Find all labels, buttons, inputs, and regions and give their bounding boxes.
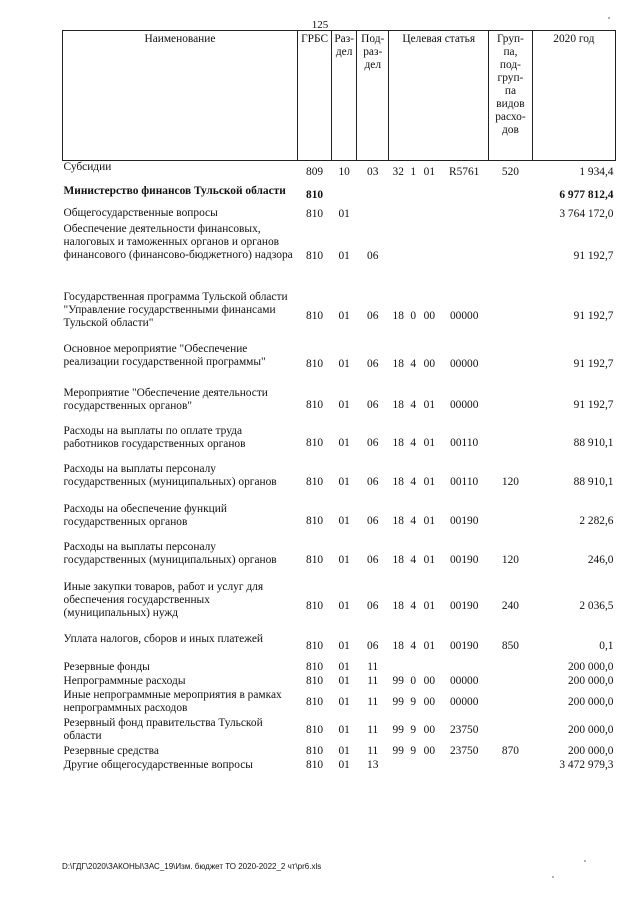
row-target-direction [440,223,489,291]
table-header-row [63,31,616,161]
row-target-subprogram [408,207,419,223]
table-row [63,689,616,717]
row-name: Обеспечение деятельности финансовых, налоговых и таможенных органов и органов финансового (финансово-бюджетного) надзора [63,222,293,261]
row-podrazdel: 13 [367,759,379,771]
row-name: Министерство финансов Тульской области [63,184,286,197]
row-expense-group: 120 [501,554,519,566]
row-name: Резервные средства [63,744,159,757]
row-expense-group: 870 [501,745,519,757]
row-expense-group [489,503,533,541]
row-target-event: 00 [423,358,436,370]
row-grbs: 810 [306,399,324,411]
row-target-program: 99 [392,745,404,757]
row-target-direction: 00190 [449,554,479,566]
row-podrazdel: 06 [367,437,379,449]
row-target-program: 18 [392,640,404,652]
row-grbs: 810 [306,745,324,757]
row-target-direction [440,207,489,223]
row-grbs: 810 [306,640,324,652]
row-name: Расходы на обеспечение функций государственных органов [63,502,227,528]
row-expense-group [489,223,533,291]
row-target-direction: 00110 [450,437,479,449]
table-row [63,223,616,291]
row-target-program: 99 [392,724,404,736]
table-row [63,541,616,581]
row-target-program: 18 [392,358,404,370]
row-target-program [389,661,408,675]
row-grbs: 810 [306,310,324,322]
row-target-subprogram: 4 [410,554,417,566]
row-name: Субсидии [63,161,112,173]
row-expense-group [489,689,533,717]
row-target-direction: 23750 [449,724,479,736]
row-name: Расходы на выплаты по оплате труда работников государственных органов [63,424,246,450]
row-expense-group [489,675,533,689]
row-target-program: 18 [392,600,404,612]
row-amount: 3 764 172,0 [559,208,614,220]
row-target-subprogram [408,223,419,291]
row-target-event: 00 [423,675,436,687]
table-row [63,759,616,773]
header-name: Наименование [63,31,298,161]
scan-speck [608,17,610,19]
page-number: 125 [311,19,329,31]
row-expense-group: 850 [501,640,519,652]
row-target-subprogram: 4 [410,399,417,411]
row-grbs: 810 [306,554,324,566]
header-podrazdel: Под- раз- дел [357,31,389,161]
row-name: Мероприятие "Обеспечение деятельности государственных органов" [63,386,268,412]
row-target-subprogram: 4 [410,600,417,612]
row-target-program: 18 [392,310,404,322]
row-podrazdel: 11 [367,661,379,673]
row-amount: 88 910,1 [573,437,614,449]
row-target-subprogram: 4 [410,437,417,449]
row-podrazdel: 06 [367,310,379,322]
row-amount: 88 910,1 [573,476,614,488]
row-target-program: 18 [392,515,404,527]
row-razdel: 01 [338,661,350,673]
row-podrazdel [357,185,389,207]
row-razdel: 01 [338,640,350,652]
row-name: Уплата налогов, сборов и иных платежей [63,632,263,645]
row-razdel: 01 [338,696,350,708]
row-razdel: 01 [338,310,350,322]
row-target-event [419,185,440,207]
row-expense-group [489,291,533,343]
row-target-program [389,185,408,207]
row-target-direction: 00000 [449,696,479,708]
header-target: Целевая статья [389,31,489,161]
header-grbs: ГРБС [297,31,331,161]
row-target-subprogram [408,185,419,207]
row-target-program: 99 [392,675,404,687]
header-group: Груп- па, под- груп- па видов расхо- дов [489,31,533,161]
row-grbs: 810 [306,724,324,736]
row-target-program: 18 [392,554,404,566]
row-razdel [332,185,357,207]
row-podrazdel: 06 [367,250,379,262]
table-row [63,717,616,745]
row-podrazdel: 11 [367,745,379,757]
scan-speck [584,860,586,862]
row-amount: 2 282,6 [579,515,614,527]
row-target-program: 18 [392,437,404,449]
row-target-program [389,223,408,291]
row-podrazdel: 11 [367,696,379,708]
table-row [63,343,616,387]
row-expense-group [489,661,533,675]
row-podrazdel: 06 [367,515,379,527]
table-row [63,581,616,633]
table-row [63,503,616,541]
row-razdel: 01 [338,437,350,449]
row-target-direction: 00000 [449,358,479,370]
row-target-direction [440,185,489,207]
row-razdel: 01 [338,399,350,411]
row-name: Резервный фонд правительства Тульской области [63,716,263,742]
row-podrazdel: 06 [367,476,379,488]
row-target-subprogram: 4 [410,640,417,652]
row-target-event [419,759,440,773]
row-grbs: 810 [306,208,324,220]
row-target-event: 01 [423,640,436,652]
row-razdel: 01 [338,675,350,687]
row-target-event: 00 [423,724,436,736]
table-row [63,207,616,223]
row-target-direction: 00190 [449,600,479,612]
row-amount: 200 000,0 [567,696,614,708]
row-target-event: 00 [423,745,436,757]
row-amount: 200 000,0 [567,745,614,757]
row-amount: 91 192,7 [573,310,614,322]
row-target-program: 18 [392,476,404,488]
row-podrazdel: 06 [367,358,379,370]
row-target-event [419,661,440,675]
row-amount: 0,1 [599,640,614,652]
row-grbs: 810 [306,189,324,201]
row-expense-group [489,425,533,463]
row-amount: 246,0 [587,554,614,566]
row-grbs: 810 [306,661,324,673]
row-razdel: 10 [338,166,350,179]
row-amount: 91 192,7 [573,399,614,411]
row-target-subprogram: 9 [410,724,417,736]
row-target-direction: 00000 [449,399,479,411]
row-target-direction [440,759,489,773]
row-target-event [419,207,440,223]
row-amount: 200 000,0 [567,661,614,673]
row-podrazdel [357,207,389,223]
row-razdel: 01 [338,600,350,612]
row-target-program: 18 [392,399,404,411]
row-expense-group [489,717,533,745]
row-amount: 200 000,0 [567,675,614,687]
row-target-event: 00 [423,310,436,322]
row-grbs: 810 [306,358,324,370]
table-row [63,463,616,503]
row-grbs: 810 [306,600,324,612]
row-podrazdel: 11 [367,724,379,736]
table-row [63,185,616,207]
table-row [63,633,616,661]
row-target-event: 01 [423,554,436,566]
row-grbs: 810 [306,675,324,687]
scan-speck [552,876,554,878]
row-grbs: 810 [306,515,324,527]
row-target-subprogram: 4 [410,476,417,488]
row-podrazdel: 06 [367,399,379,411]
row-target-subprogram: 4 [410,358,417,370]
row-target-direction: 23750 [449,745,479,757]
row-razdel: 01 [338,208,350,220]
row-name: Общегосударственные вопросы [63,206,218,219]
row-target-direction: 00190 [449,640,479,652]
row-target-program: 32 [392,166,404,179]
row-expense-group [489,759,533,773]
row-target-direction: 00190 [449,515,479,527]
row-expense-group: 240 [501,600,519,612]
row-target-subprogram [408,661,419,675]
table-row [63,161,616,185]
row-razdel: 01 [338,724,350,736]
row-name: Другие общегосударственные вопросы [63,758,253,771]
row-target-subprogram: 9 [410,696,417,708]
row-target-direction: R5761 [448,166,480,179]
row-target-direction: 00000 [449,310,479,322]
table-row [63,425,616,463]
row-name: Иные закупки товаров, работ и услуг для обеспечения государственных (муниципальных) нужд [63,580,264,619]
table-row [63,675,616,689]
row-amount: 91 192,7 [573,250,614,262]
row-razdel: 01 [338,759,350,771]
row-grbs: 810 [306,476,324,488]
row-target-subprogram: 9 [410,745,417,757]
row-target-direction: 00110 [450,476,479,488]
row-grbs: 810 [306,437,324,449]
row-expense-group: 120 [501,476,519,488]
file-path-footer: D:\ГДГ\2020\ЗАКОНЫ\ЗАС_19\Изм. бюджет ТО 2020-2022_2 чт\pr6.xls [62,862,322,871]
row-amount: 1 934,4 [579,166,614,179]
row-expense-group: 520 [501,166,519,179]
row-name: Непрограммные расходы [63,674,186,687]
header-razdel: Раз- дел [332,31,357,161]
row-target-event: 01 [423,437,436,449]
row-target-subprogram: 0 [410,675,417,687]
header-year: 2020 год [532,31,615,161]
budget-table [62,30,616,773]
row-expense-group [489,387,533,425]
row-target-direction [440,661,489,675]
row-razdel: 01 [338,250,350,262]
row-grbs: 810 [306,250,324,262]
row-razdel: 01 [338,554,350,566]
row-podrazdel: 06 [367,554,379,566]
row-target-event: 01 [423,515,436,527]
row-target-event [419,223,440,291]
row-amount: 91 192,7 [573,358,614,370]
row-expense-group [489,207,533,223]
row-amount: 3 472 979,3 [559,759,614,771]
row-amount: 200 000,0 [567,724,614,736]
row-razdel: 01 [338,358,350,370]
row-razdel: 01 [338,476,350,488]
row-target-event: 00 [423,696,436,708]
row-target-event: 01 [423,166,436,179]
row-podrazdel: 11 [367,675,379,687]
row-amount: 6 977 812,4 [559,189,614,201]
row-target-event: 01 [423,399,436,411]
row-expense-group [489,343,533,387]
row-name: Расходы на выплаты персоналу государственных (муниципальных) органов [63,540,277,566]
row-target-program [389,759,408,773]
row-expense-group [489,185,533,207]
row-name: Расходы на выплаты персоналу государственных (муниципальных) органов [63,462,277,488]
table-row [63,387,616,425]
row-name: Резервные фонды [63,660,150,673]
row-razdel: 01 [338,515,350,527]
row-grbs: 810 [306,759,324,771]
table-row [63,291,616,343]
row-name: Основное мероприятие "Обеспечение реализации государственной программы" [63,342,266,368]
row-target-program [389,207,408,223]
row-podrazdel: 06 [367,640,379,652]
row-target-event: 01 [423,476,436,488]
row-target-direction: 00000 [449,675,479,687]
table-row [63,745,616,759]
row-podrazdel: 06 [367,600,379,612]
row-target-subprogram: 0 [410,310,417,322]
row-grbs: 810 [306,696,324,708]
row-target-program: 99 [392,696,404,708]
row-target-subprogram: 1 [410,166,417,179]
table-row [63,661,616,675]
row-razdel: 01 [338,745,350,757]
row-name: Государственная программа Тульской области "Управление государственными финансами Тульской области" [63,290,288,329]
row-name: Иные непрограммные мероприятия в рамках непрограммных расходов [63,688,282,714]
row-target-subprogram: 4 [410,515,417,527]
row-target-event: 01 [423,600,436,612]
row-target-subprogram [408,759,419,773]
row-grbs: 809 [306,166,324,179]
row-amount: 2 036,5 [579,600,614,612]
row-podrazdel: 03 [367,166,379,179]
